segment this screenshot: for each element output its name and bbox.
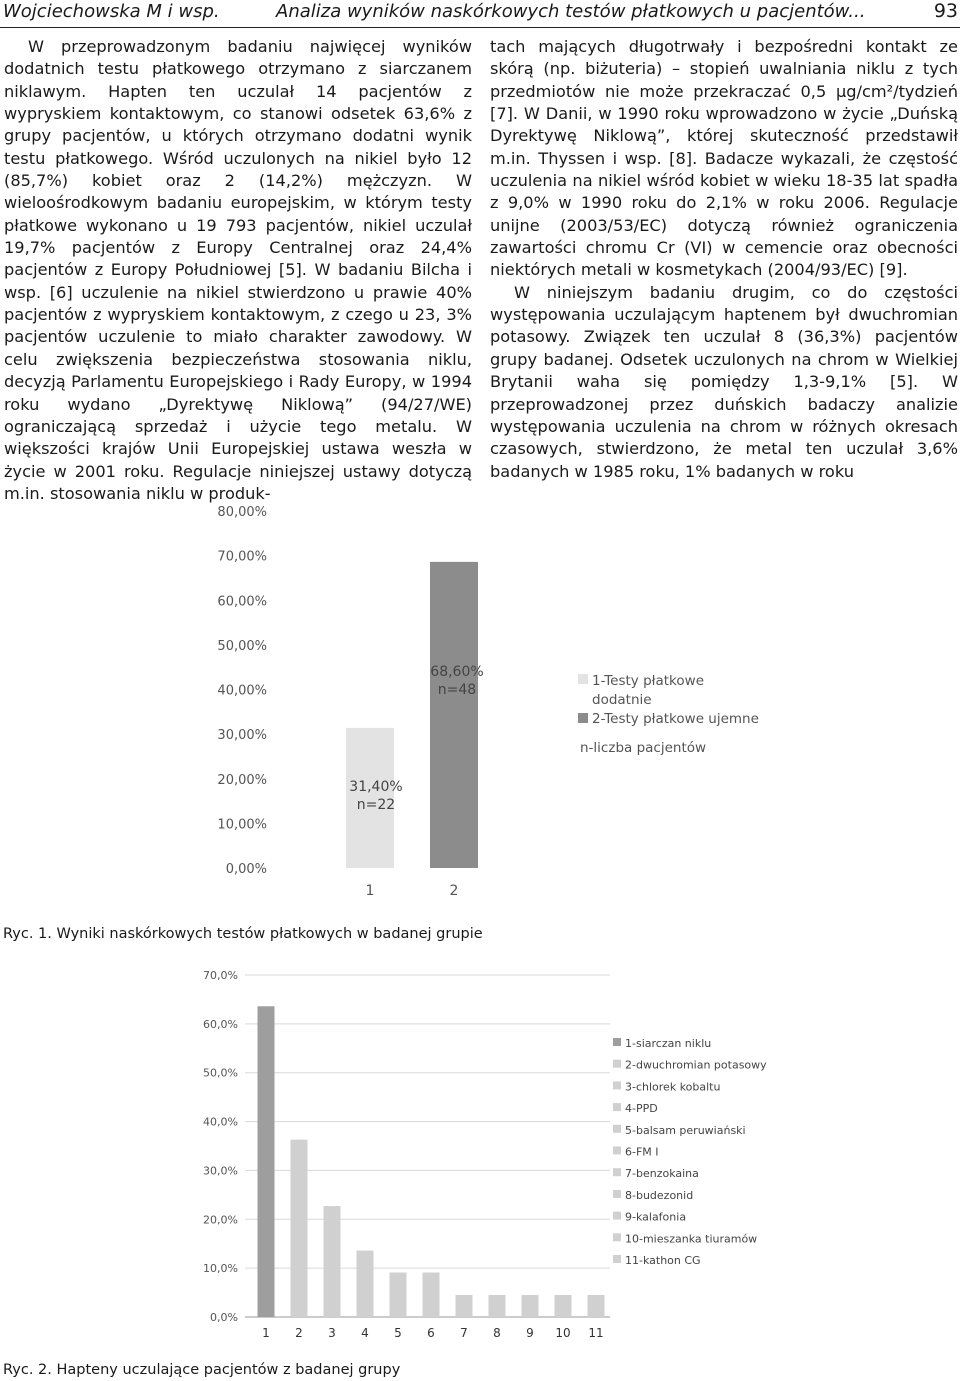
header-title: Analiza wyników naskórkowych testów płatkowych u pacjentów... [276, 1, 866, 22]
data-label: n=22 [356, 797, 396, 813]
y-tick-label: 60,0% [203, 1017, 238, 1031]
legend-label: dodatnie [592, 692, 652, 708]
bar [456, 1295, 473, 1317]
legend-swatch [578, 713, 588, 723]
y-tick-label: 10,0% [203, 1262, 238, 1276]
legend-label: 2-dwuchromian potasowy [625, 1058, 767, 1072]
legend-note: n-liczba pacjentów [580, 740, 707, 756]
paragraph: W niniejszym badaniu drugim, co do częstości występowania uczulającym haptenem był dwuchromian potasowy. Związek ten uczulał 8 (36,3%) pacjentów grupy badanej. Odsetek uczulonych na chrom w Wielkiej Brytanii waha się pomiędzy 1,3-9,1% [5]. W przeprowadzonej przez duńskich badaczy analizie występowania uczulenia na chrom w różnych okresach czasowych, stwierdzono, że metal ten uczulał 3,6% badanych w 1985 roku, 1% badanych w roku [490, 282, 958, 481]
legend-label: 5-balsam peruwiański [625, 1123, 746, 1137]
legend-label: 10-mieszanka tiuramów [625, 1232, 758, 1246]
legend-swatch [613, 1255, 621, 1263]
y-tick-label: 0,00% [225, 862, 267, 877]
y-tick-label: 10,00% [217, 817, 267, 833]
legend-label: 6-FM I [625, 1145, 659, 1159]
y-tick-label: 20,0% [203, 1213, 238, 1227]
y-tick-label: 30,0% [203, 1164, 238, 1178]
x-tick-label: 7 [460, 1326, 468, 1340]
bar [555, 1295, 572, 1317]
y-tick-label: 20,00% [217, 772, 267, 788]
y-tick-label: 40,00% [217, 683, 267, 699]
legend-label: 1-siarczan niklu [625, 1037, 712, 1050]
x-tick-label: 11 [588, 1326, 604, 1340]
legend-swatch [613, 1147, 621, 1155]
header-rule [0, 27, 960, 28]
x-tick-label: 2 [295, 1326, 303, 1340]
bar [423, 1273, 440, 1317]
y-tick-label: 70,00% [217, 549, 267, 565]
bar [291, 1140, 308, 1317]
legend-swatch [578, 674, 588, 684]
paragraph: tach mających długotrwały i bezpośredni kontakt ze skórą (np. biżuteria) – stopień uwalniania niklu z tych przedmiotów nie może przekraczać 0,5 µg/cm²/tydzień [7]. W Danii, w 1990 roku wprowadzono w życie „Duńską Dyrektywę Niklową”, której skuteczność przedstawił m.in. Thyssen i wsp. [8]. Badacze wykazali, że częstość uczulenia na nikiel wśród kobiet w wieku 18-35 lat spadła z 9,0% w 1990 roku do 2,1% w roku 2006. Regulacje unijne (2003/53/EC) dotyczą również ograniczenia zawartości chromu Cr (VI) w cemencie oraz obecności niektórych metali w kosmetykach (2004/93/EC) [9]. [490, 37, 958, 280]
data-label: 68,60% [430, 664, 484, 680]
legend-swatch [613, 1212, 621, 1220]
legend-label: 2-Testy płatkowe ujemne [592, 711, 759, 727]
y-tick-label: 0,0% [210, 1311, 238, 1324]
y-tick-label: 50,0% [203, 1066, 238, 1080]
y-tick-label: 70,0% [203, 969, 238, 982]
legend-label: 8-budezonid [625, 1188, 694, 1202]
legend-label: 9-kalafonia [625, 1210, 687, 1224]
y-tick-label: 80,00% [217, 505, 267, 520]
figure-2-chart [0, 958, 960, 1358]
legend-swatch [613, 1038, 621, 1046]
legend-label: 3-chlorek kobaltu [625, 1080, 721, 1094]
x-tick-label: 3 [328, 1326, 336, 1340]
bar [357, 1251, 374, 1317]
figure-1-caption: Ryc. 1. Wyniki naskórkowych testów płatkowych w badanej grupie [3, 926, 483, 942]
bar [522, 1295, 539, 1317]
legend-label: 11-kathon CG [625, 1254, 701, 1267]
legend-swatch [613, 1233, 621, 1241]
bar [324, 1206, 341, 1317]
right-column [490, 36, 958, 483]
x-tick-label: 4 [361, 1326, 369, 1340]
x-tick-label: 9 [526, 1326, 534, 1340]
bar [588, 1295, 605, 1317]
y-tick-label: 30,00% [217, 728, 267, 744]
x-tick-label: 8 [493, 1326, 501, 1340]
x-tick-label: 6 [427, 1326, 435, 1340]
data-label: 31,40% [349, 779, 403, 795]
legend-label: 1-Testy płatkowe [592, 673, 705, 689]
legend-swatch [613, 1060, 621, 1068]
legend-swatch [613, 1190, 621, 1198]
y-tick-label: 60,00% [217, 594, 267, 610]
bar [258, 1006, 275, 1317]
y-tick-label: 40,0% [203, 1115, 238, 1129]
legend-swatch [613, 1081, 621, 1089]
x-tick-label: 5 [394, 1326, 402, 1340]
bar [489, 1295, 506, 1317]
bar [430, 562, 478, 868]
figure-2-caption: Ryc. 2. Hapteny uczulające pacjentów z badanej grupy [3, 1362, 401, 1378]
x-tick-label: 1 [365, 883, 375, 899]
y-tick-label: 50,00% [217, 638, 267, 654]
x-tick-label: 2 [449, 883, 459, 899]
figure-1-chart [0, 495, 960, 915]
left-column [4, 36, 472, 505]
x-tick-label: 10 [555, 1326, 571, 1340]
legend-label: 7-benzokaina [625, 1167, 699, 1181]
x-tick-label: 1 [262, 1326, 270, 1340]
running-header [0, 0, 960, 26]
data-label: n=48 [437, 682, 477, 698]
page-number: 93 [933, 0, 958, 22]
header-authors: Wojciechowska M i wsp. [3, 1, 220, 22]
legend-label: 4-PPD [625, 1102, 658, 1116]
bar [390, 1273, 407, 1317]
legend-swatch [613, 1125, 621, 1133]
paragraph: W przeprowadzonym badaniu najwięcej wyników dodatnich testu płatkowego otrzymano z siarczanem niklawym. Hapten ten uczulał 14 pacjentów z wypryskiem kontaktowym, co stanowi odsetek 63,6% z grupy pacjentów, u których otrzymano dodatni wynik testu płatkowego. Wśród uczulonych na nikiel było 12 (85,7%) kobiet oraz 2 (14,2%) mężczyzn. W wieloośrodkowym badaniu europejskim, w którym testy płatkowe wykonano u 19 793 pacjentów, nikiel uczulał 19,7% pacjentów z Europy Centralnej oraz 24,4% pacjentów z Europy Południowej [5]. W badaniu Bilcha i wsp. [6] uczulenie na nikiel stwierdzono u prawie 40% pacjentów z wypryskiem kontaktowym, z czego u 23, 3% pacjentów uczulenie to miało charakter zawodowy. W celu zwiększenia bezpieczeństwa stosowania niklu, decyzją Parlamentu Europejskiego i Rady Europy, w 1994 roku wydano „Dyrektywę Niklową” (94/27/WE) ograniczającą sprzedaż i użycie tego metalu. W większości krajów Unii Europejskiej ustawa weszła w życie w 2001 roku. Regulacje niniejszej ustawy dotyczą m.in. stosowania niklu w produk- [4, 37, 472, 503]
legend-swatch [613, 1168, 621, 1176]
legend-swatch [613, 1103, 621, 1111]
